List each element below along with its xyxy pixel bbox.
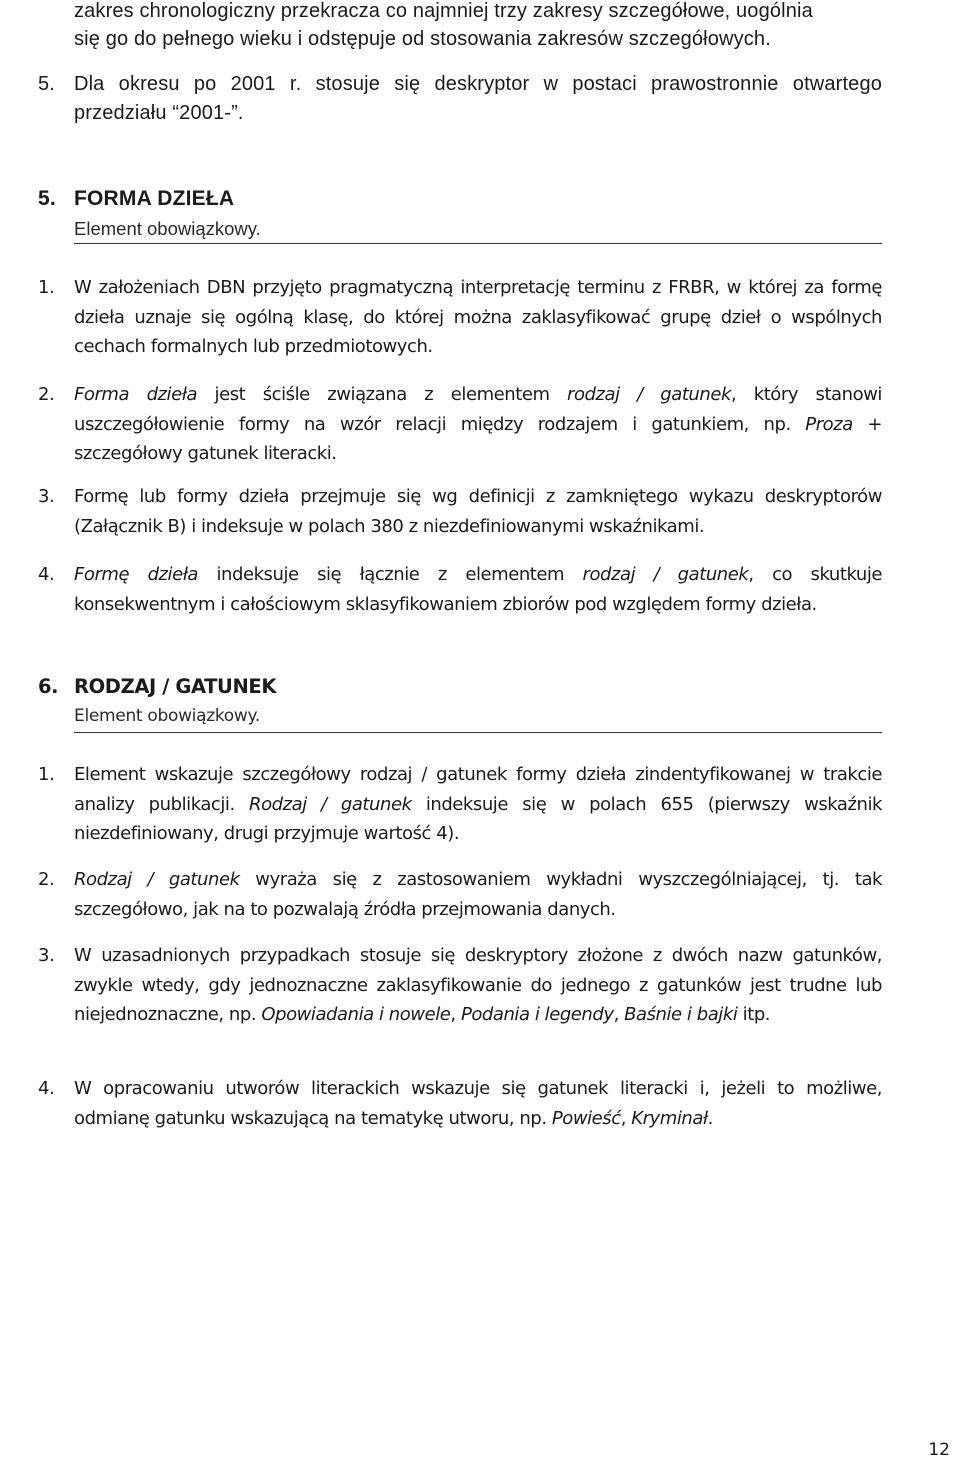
list-number: 2. — [38, 384, 55, 405]
list-item-text: W założeniach DBN przyjęto pragmatyczną interpretację terminu z FRBR, w której za formę dzieła uznaje się ogólną klasę, do której można zaklasyfikować grupę dzieł o wspólnych cechach formalnych lub przedmiotowych. — [74, 277, 882, 357]
text-run: . — [707, 1107, 713, 1129]
continuation-paragraph — [74, 0, 882, 53]
text-run: itp. — [737, 1004, 771, 1025]
italic-term: rodzaj / gatunek — [567, 384, 731, 405]
italic-term: Proza — [805, 413, 853, 435]
text-run: , — [450, 1004, 461, 1025]
section-title: FORMA DZIEŁA — [74, 187, 235, 210]
prev-list-item-5 — [38, 70, 882, 128]
italic-term: Rodzaj / gatunek — [249, 793, 412, 815]
section-number: 5. — [38, 187, 56, 210]
text-run: jest ściśle związana z elementem — [197, 384, 568, 405]
italic-term: Kryminał — [631, 1107, 708, 1129]
text-run: , który stanowi uszczegółowienie formy na wzór relacji między rodzajem i gatunkiem, np. — [74, 384, 882, 435]
section-6-item-1 — [38, 760, 882, 849]
continuation-line-2: się go do pełnego wieku i odstępuje od stosowania zakresów szczegółowych. — [74, 28, 771, 50]
section-6-item-3 — [38, 941, 882, 1030]
section-5-subtitle: Element obowiązkowy. — [74, 218, 261, 239]
section-title: RODZAJ / GATUNEK — [74, 675, 277, 698]
list-number: 3. — [38, 945, 55, 966]
list-number: 5. — [38, 73, 55, 95]
section-6-subtitle: Element obowiązkowy. — [74, 706, 260, 726]
text-run: W opracowaniu utworów literackich wskazuje się gatunek literacki i, jeżeli to możliwe, odmianę gatunku wskazującą na tematykę utworu, np. — [74, 1078, 882, 1129]
list-item-text — [74, 760, 882, 849]
text-run: indeksuje się łącznie z elementem — [198, 564, 583, 585]
text-run: wyraża się z zastosowaniem wykładni wyszczególniającej, tj. tak szczegółowo, jak na to pozwalają źródła przejmowania danych. — [74, 869, 882, 920]
section-5-item-4 — [38, 560, 882, 619]
italic-term: Powieść — [551, 1107, 621, 1129]
list-item-text — [74, 380, 882, 469]
section-6-item-2 — [38, 865, 882, 924]
list-number: 2. — [38, 869, 55, 890]
italic-term: Podania i legendy — [460, 1004, 614, 1025]
list-number: 1. — [38, 277, 55, 298]
list-item-text — [74, 865, 882, 924]
section-6-divider — [74, 732, 882, 733]
section-5-item-2 — [38, 380, 882, 469]
text-run: , — [613, 1004, 625, 1025]
list-number: 3. — [38, 486, 55, 507]
page-number: 12 — [928, 1440, 950, 1460]
list-item-text: Formę lub formy dzieła przejmuje się wg definicji z zamkniętego wykazu deskryptorów (Załącznik B) i indeksuje w polach 380 z niezdefiniowanymi wskaźnikami. — [74, 486, 882, 537]
text-run: , co skutkuje konsekwentnym i całościowym sklasyfikowaniem zbiorów pod względem formy dzieła. — [74, 564, 882, 615]
italic-term: rodzaj / gatunek — [582, 564, 749, 585]
section-5-item-3 — [38, 482, 882, 541]
section-5-item-1 — [38, 273, 882, 362]
italic-term: Opowiadania i nowele — [261, 1004, 451, 1025]
section-5-divider — [74, 243, 882, 244]
section-5-heading — [38, 187, 234, 211]
text-run: + szczegółowy gatunek literacki. — [74, 413, 883, 464]
list-item-text — [74, 941, 882, 1030]
list-item-text: Dla okresu po 2001 r. stosuje się deskryptor w postaci prawostronnie otwartego przedziału “2001-”. — [74, 73, 882, 124]
list-item-text — [74, 560, 882, 619]
text-run: Element wskazuje szczegółowy rodzaj / gatunek formy dzieła zindentyfikowanej w trakcie analizy publikacji. — [74, 764, 882, 815]
list-number: 4. — [38, 1078, 55, 1099]
section-6-heading — [38, 675, 276, 698]
text-run: W uzasadnionych przypadkach stosuje się deskryptory złożone z dwóch nazw gatunków, zwykle wtedy, gdy jednoznaczne zaklasyfikowanie do jednego z gatunków jest trudne lub niejednoznaczne, np. — [74, 945, 882, 1025]
text-run: , — [620, 1107, 632, 1129]
italic-term: Formę dzieła — [74, 564, 199, 585]
italic-term: Rodzaj / gatunek — [74, 869, 240, 890]
continuation-line-1: zakres chronologiczny przekracza co najmniej trzy zakresy szczegółowe, uogólnia — [74, 0, 813, 22]
text-run: indeksuje się w polach 655 (pierwszy wskaźnik niezdefiniowany, drugi przyjmuje wartość 4). — [74, 793, 882, 844]
section-number: 6. — [38, 675, 59, 698]
section-6-item-4 — [38, 1074, 882, 1133]
list-item-text — [74, 1074, 882, 1133]
italic-term: Baśnie i bajki — [624, 1004, 738, 1025]
list-number: 1. — [38, 764, 55, 785]
italic-term: Forma dzieła — [74, 384, 198, 405]
list-number: 4. — [38, 564, 55, 585]
